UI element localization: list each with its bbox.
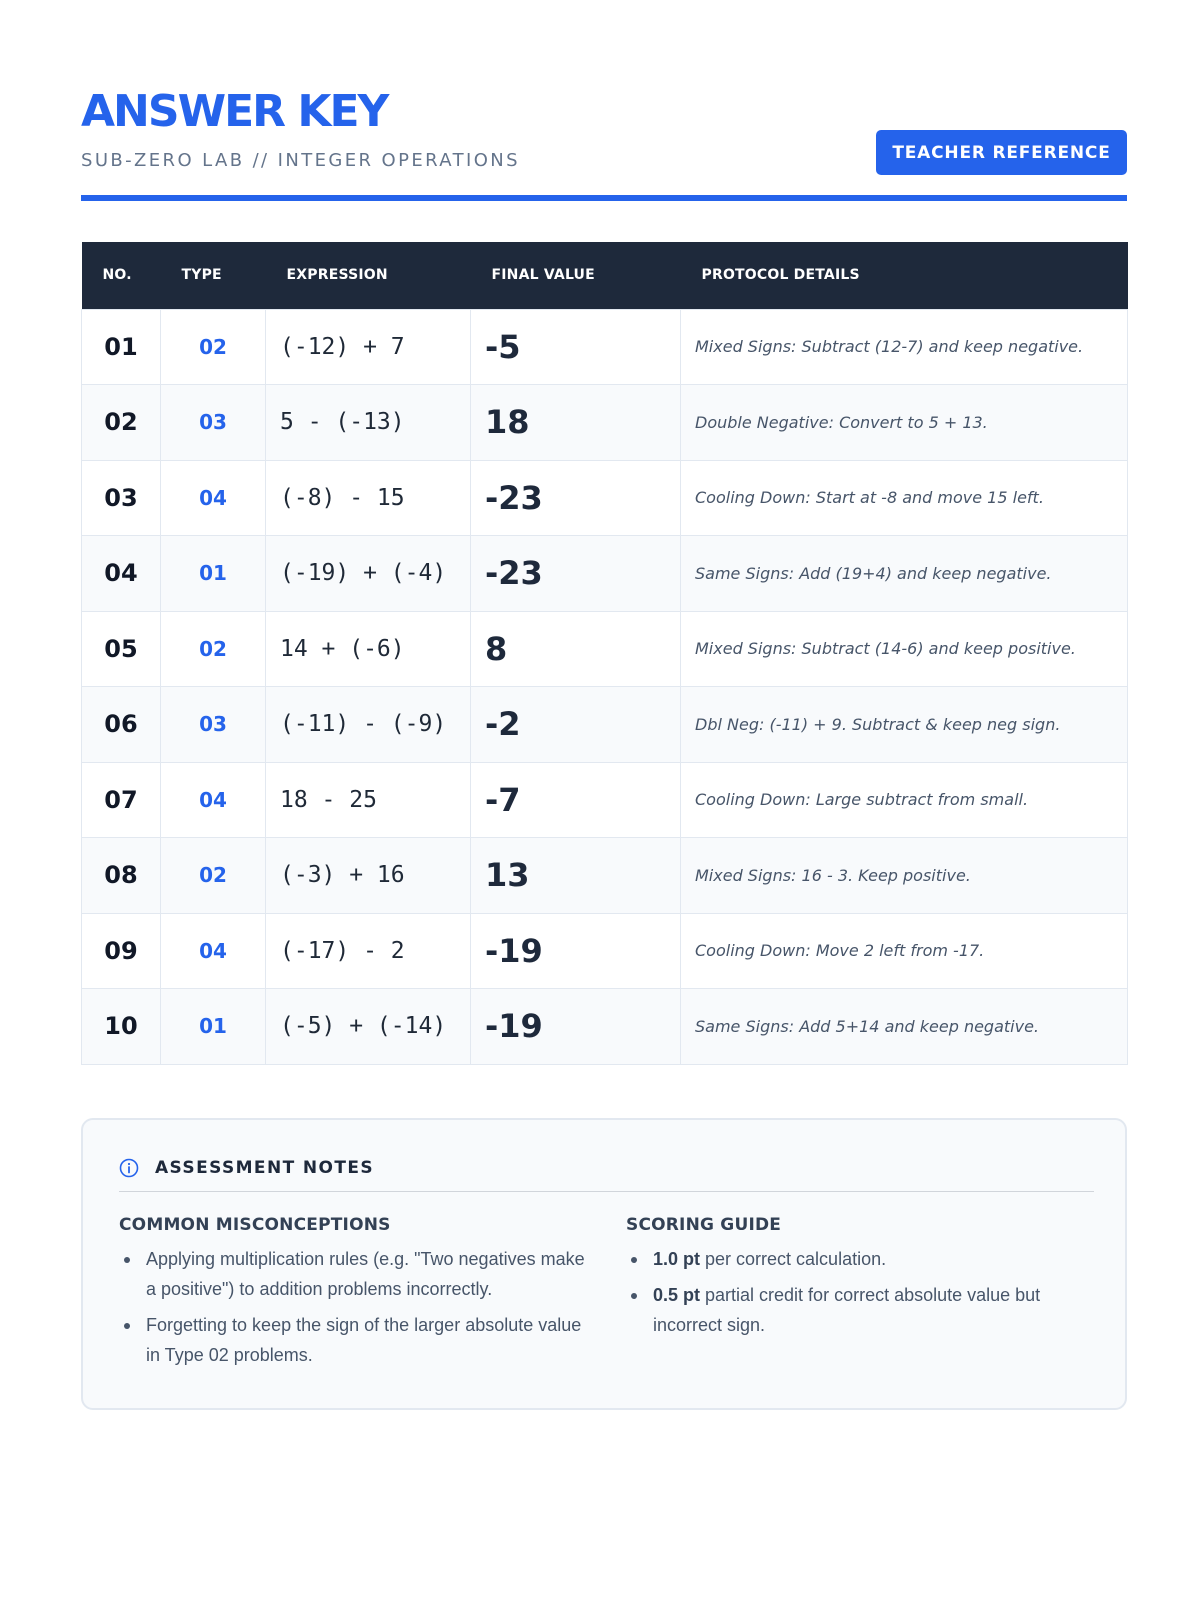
protocol-details: Same Signs: Add 5+14 and keep negative. [681,989,1128,1065]
table-row [82,309,1128,385]
expression: 5 - (-13) [266,385,471,461]
problem-number: 06 [82,687,161,763]
answer-key-page [81,0,1127,1365]
teacher-reference-badge: TEACHER REFERENCE [876,130,1127,175]
header-divider [81,195,1127,201]
problem-type: 03 [161,687,266,763]
points-value: 0.5 pt [653,1285,701,1305]
final-value: -5 [471,309,681,385]
protocol-details: Double Negative: Convert to 5 + 13. [681,385,1128,461]
column-header-final-value: FINAL VALUE [471,242,681,309]
final-value: -2 [471,687,681,763]
protocol-details: Same Signs: Add (19+4) and keep negative. [681,536,1128,612]
final-value: 13 [471,838,681,914]
problem-number: 07 [82,762,161,838]
misconceptions-list [119,1244,589,1370]
scoring-list [626,1244,1096,1340]
misconceptions-heading: COMMON MISCONCEPTIONS [119,1215,391,1235]
assessment-notes-panel [81,1118,1127,1410]
page-header [81,0,1127,201]
protocol-details: Dbl Neg: (-11) + 9. Subtract & keep neg sign. [681,687,1128,763]
scoring-column [626,1214,1096,1346]
table-row [82,536,1128,612]
final-value: -19 [471,913,681,989]
protocol-details: Mixed Signs: 16 - 3. Keep positive. [681,838,1128,914]
problem-number: 08 [82,838,161,914]
problem-number: 02 [82,385,161,461]
problem-number: 01 [82,309,161,385]
problem-number: 10 [82,989,161,1065]
expression: (-8) - 15 [266,460,471,536]
table-row [82,913,1128,989]
problem-type: 04 [161,762,266,838]
protocol-details: Mixed Signs: Subtract (14-6) and keep positive. [681,611,1128,687]
problem-type: 02 [161,838,266,914]
expression: (-17) - 2 [266,913,471,989]
expression: (-11) - (-9) [266,687,471,763]
scoring-heading: SCORING GUIDE [626,1215,782,1235]
final-value: -23 [471,460,681,536]
problem-number: 04 [82,536,161,612]
protocol-details: Mixed Signs: Subtract (12-7) and keep negative. [681,309,1128,385]
expression: (-3) + 16 [266,838,471,914]
protocol-details: Cooling Down: Move 2 left from -17. [681,913,1128,989]
problem-type: 04 [161,913,266,989]
page-subtitle: SUB-ZERO LAB // INTEGER OPERATIONS [81,150,520,171]
scoring-text: partial credit for correct absolute value but incorrect sign. [653,1285,1041,1335]
table-row [82,611,1128,687]
points-value: 1.0 pt [653,1249,701,1269]
table-row [82,460,1128,536]
problem-type: 02 [161,611,266,687]
problem-number: 03 [82,460,161,536]
problem-type: 01 [161,536,266,612]
notes-title: ASSESSMENT NOTES [155,1158,375,1178]
table-header-row [82,242,1128,309]
page-title: ANSWER KEY [81,86,388,137]
problem-type: 02 [161,309,266,385]
info-icon [119,1158,139,1178]
table-row [82,762,1128,838]
table-row [82,687,1128,763]
answer-table [81,242,1128,1065]
scoring-text: per correct calculation. [700,1249,887,1269]
column-header-protocol-details: PROTOCOL DETAILS [681,242,1128,309]
problem-type: 03 [161,385,266,461]
list-item [626,1280,1096,1340]
table-row [82,989,1128,1065]
final-value: 18 [471,385,681,461]
list-item: Forgetting to keep the sign of the larger absolute value in Type 02 problems. [119,1310,589,1370]
list-item: Applying multiplication rules (e.g. "Two negatives make a positive") to addition problems incorrectly. [119,1244,589,1304]
expression: 18 - 25 [266,762,471,838]
final-value: -7 [471,762,681,838]
problem-type: 01 [161,989,266,1065]
expression: (-5) + (-14) [266,989,471,1065]
final-value: -19 [471,989,681,1065]
table-row [82,385,1128,461]
problem-type: 04 [161,460,266,536]
column-header-no: NO. [82,242,161,309]
expression: (-12) + 7 [266,309,471,385]
table-row [82,838,1128,914]
protocol-details: Cooling Down: Start at -8 and move 15 left. [681,460,1128,536]
problem-number: 05 [82,611,161,687]
column-header-type: TYPE [161,242,266,309]
misconceptions-column [119,1214,589,1376]
list-item [626,1244,1096,1274]
final-value: -23 [471,536,681,612]
expression: 14 + (-6) [266,611,471,687]
problem-number: 09 [82,913,161,989]
notes-header [119,1156,1094,1192]
protocol-details: Cooling Down: Large subtract from small. [681,762,1128,838]
final-value: 8 [471,611,681,687]
expression: (-19) + (-4) [266,536,471,612]
column-header-expression: EXPRESSION [266,242,471,309]
